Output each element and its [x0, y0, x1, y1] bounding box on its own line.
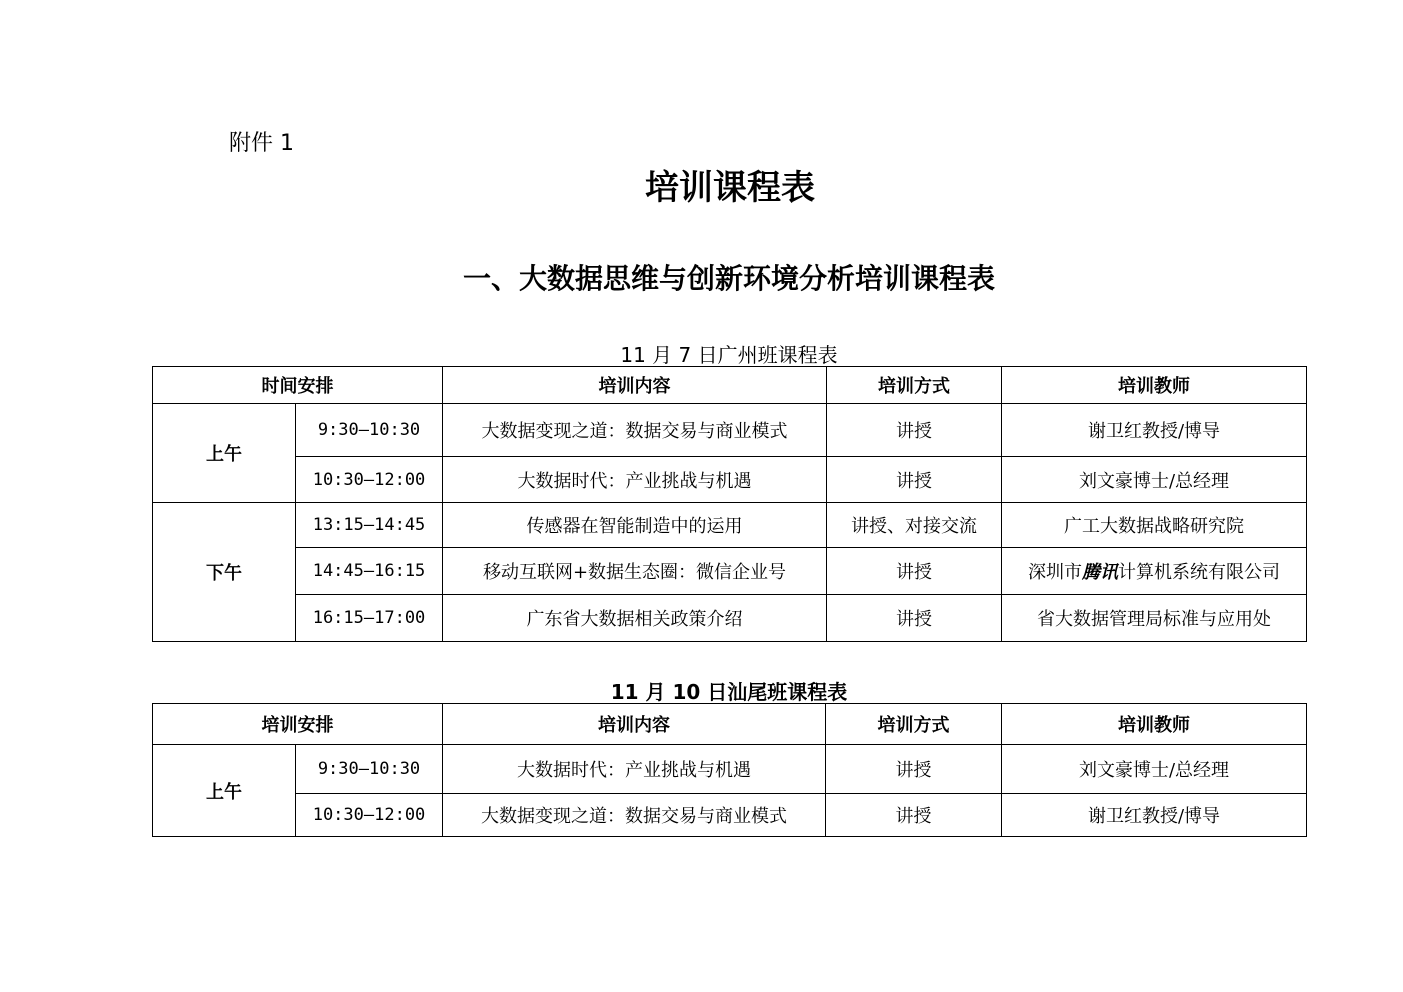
table-row [153, 595, 1307, 642]
content-cell: 大数据变现之道：数据交易与商业模式 [443, 794, 826, 837]
time-cell: 16:15—17:00 [296, 595, 443, 642]
table-header-row [153, 704, 1307, 745]
table-row [153, 745, 1307, 794]
period-morning: 上午 [153, 404, 296, 503]
teacher-cell: 刘文豪博士/总经理 [1002, 745, 1307, 794]
teacher-cell: 刘文豪博士/总经理 [1002, 457, 1307, 503]
header-method: 培训方式 [826, 704, 1002, 745]
method-cell: 讲授 [827, 548, 1002, 595]
table-row [153, 548, 1307, 595]
section-title: 一、大数据思维与创新环境分析培训课程表 [462, 262, 995, 295]
schedule-caption-shanwei: 11 月 10 日汕尾班课程表 [610, 680, 848, 704]
teacher-cell: 谢卫红教授/博导 [1002, 794, 1307, 837]
teacher-brand: 腾讯 [1082, 562, 1118, 583]
period-afternoon: 下午 [153, 503, 296, 642]
method-cell: 讲授、对接交流 [827, 503, 1002, 548]
teacher-suffix: 计算机系统有限公司 [1118, 562, 1280, 583]
content-cell: 大数据时代：产业挑战与机遇 [443, 457, 827, 503]
time-cell: 14:45—16:15 [296, 548, 443, 595]
attachment-label: 附件 1 [229, 131, 294, 156]
document-title: 培训课程表 [645, 168, 815, 208]
content-cell: 移动互联网+数据生态圈：微信企业号 [443, 548, 827, 595]
header-method: 培训方式 [827, 367, 1002, 404]
header-content: 培训内容 [443, 367, 827, 404]
header-content: 培训内容 [443, 704, 826, 745]
teacher-cell [1002, 548, 1307, 595]
header-time: 培训安排 [153, 704, 443, 745]
content-cell: 大数据变现之道：数据交易与商业模式 [443, 404, 827, 457]
content-cell: 大数据时代：产业挑战与机遇 [443, 745, 826, 794]
time-cell: 13:15—14:45 [296, 503, 443, 548]
period-morning: 上午 [153, 745, 296, 837]
table-header-row [153, 367, 1307, 404]
content-cell: 广东省大数据相关政策介绍 [443, 595, 827, 642]
time-cell: 10:30—12:00 [296, 457, 443, 503]
header-teacher: 培训教师 [1002, 704, 1307, 745]
teacher-prefix: 深圳市 [1028, 562, 1082, 583]
method-cell: 讲授 [826, 745, 1002, 794]
table-row [153, 794, 1307, 837]
table-row [153, 503, 1307, 548]
teacher-cell: 省大数据管理局标准与应用处 [1002, 595, 1307, 642]
time-cell: 10:30—12:00 [296, 794, 443, 837]
method-cell: 讲授 [827, 457, 1002, 503]
schedule-table-shanwei [152, 703, 1307, 837]
teacher-cell: 广工大数据战略研究院 [1002, 503, 1307, 548]
header-teacher: 培训教师 [1002, 367, 1307, 404]
table-row [153, 404, 1307, 457]
schedule-table-guangzhou [152, 366, 1307, 642]
header-time: 时间安排 [153, 367, 443, 404]
method-cell: 讲授 [827, 595, 1002, 642]
method-cell: 讲授 [826, 794, 1002, 837]
table-row [153, 457, 1307, 503]
teacher-cell: 谢卫红教授/博导 [1002, 404, 1307, 457]
time-cell: 9:30—10:30 [296, 404, 443, 457]
content-cell: 传感器在智能制造中的运用 [443, 503, 827, 548]
time-cell: 9:30—10:30 [296, 745, 443, 794]
method-cell: 讲授 [827, 404, 1002, 457]
schedule-caption-guangzhou: 11 月 7 日广州班课程表 [620, 343, 838, 367]
